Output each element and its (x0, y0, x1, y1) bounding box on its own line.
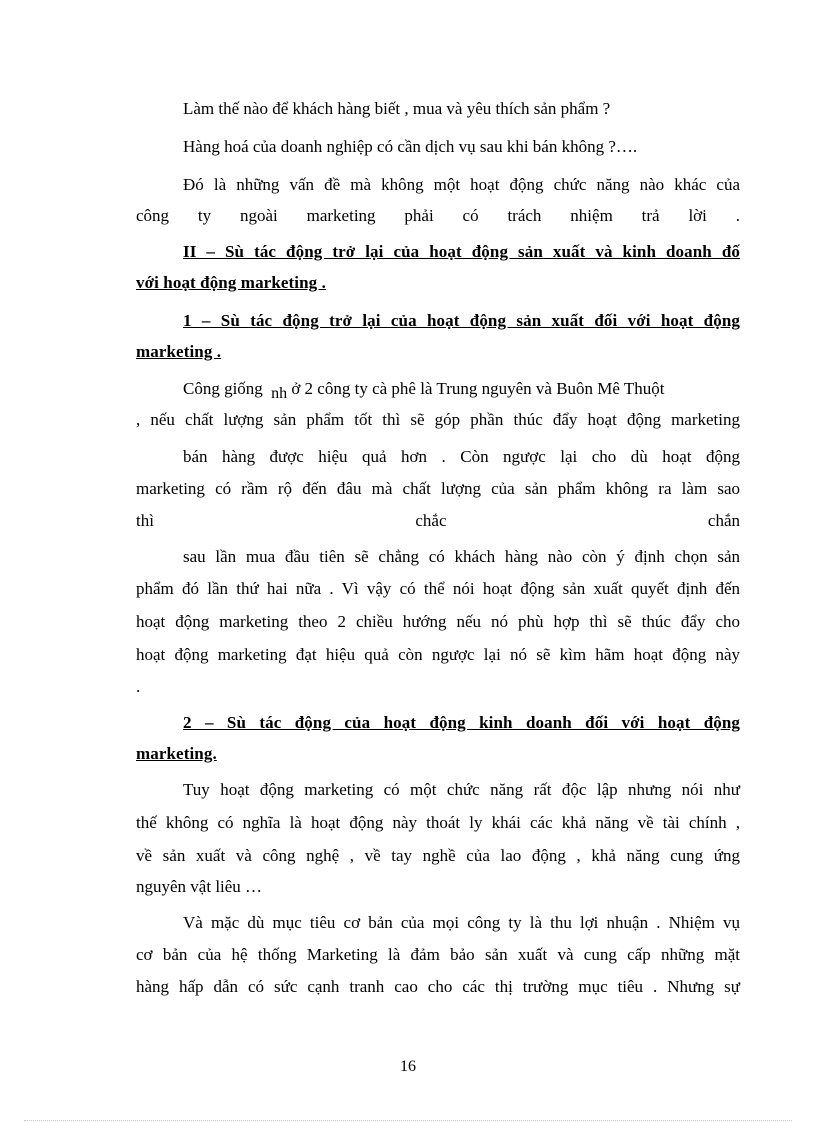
subsection-heading: 2 – Sù tác động của hoạt động kinh doanh đối với hoạt động (183, 713, 740, 732)
paragraph-line: thế không có nghĩa là hoạt động này thoát ly khái các khả năng về tài chính , (136, 813, 740, 832)
paragraph-line: Hàng hoá của doanh nghiệp có cần dịch vụ sau khi bán không ?…. (183, 137, 638, 156)
paragraph-line: bán hàng được hiệu quả hơn . Còn ngược lại cho dù hoạt động (183, 447, 740, 466)
text-run-subscript: nh (271, 385, 288, 402)
paragraph-line: hoạt động marketing đạt hiệu quả còn ngược lại nó sẽ kìm hãm hoạt động này (136, 645, 740, 664)
paragraph-line: công ty ngoài marketing phải có trách nhiệm trả lời . (136, 206, 740, 225)
section-heading: với hoạt động marketing . (136, 273, 326, 292)
text-run: thì (136, 511, 154, 530)
text-run: Công giống (183, 379, 263, 398)
section-heading: II – Sù tác động trở lại của hoạt động sản xuất và kinh doanh đố (183, 242, 740, 261)
paragraph-line: Tuy hoạt động marketing có một chức năng rất độc lập nhưng nói như (183, 780, 740, 799)
paragraph-line: Đó là những vấn đề mà không một hoạt động chức năng nào khác của (183, 175, 740, 194)
paragraph-line: . (136, 677, 141, 696)
paragraph-line: Làm thế nào để khách hàng biết , mua và yêu thích sản phẩm ? (183, 99, 611, 118)
paragraph-line: marketing có rầm rộ đến đâu mà chất lượng của sản phẩm không ra làm sao (136, 479, 740, 498)
text-run: chắc (415, 511, 447, 530)
subsection-heading: marketing. (136, 744, 217, 763)
paragraph-line: hoạt động marketing theo 2 chiều hướng nếu nó phù hợp thì sẽ thúc đẩy cho (136, 612, 740, 631)
paragraph-line: hàng hấp dẫn có sức cạnh tranh cao cho các thị trường mục tiêu . Nhưng sự (136, 977, 740, 996)
paragraph-line: , nếu chất lượng sản phẩm tốt thì sẽ góp phần thúc đẩy hoạt động marketing (136, 410, 740, 429)
paragraph-line: cơ bản của hệ thống Marketing là đảm bảo sản xuất và cung cấp những mặt (136, 945, 740, 964)
paragraph-line: nguyên vật liêu … (136, 877, 263, 896)
paragraph-line: phẩm đó lần thứ hai nữa . Vì vậy có thể nói hoạt động sản xuất quyết định đến (136, 579, 740, 598)
subsection-heading: marketing . (136, 342, 222, 361)
paragraph-line: Và mặc dù mục tiêu cơ bản của mọi công ty là thu lợi nhuận . Nhiệm vụ (183, 913, 740, 932)
text-run: ở 2 công ty cà phê là Trung nguyên và Buôn Mê Thuột (291, 379, 665, 398)
paragraph-line (136, 510, 740, 532)
paragraph-line: sau lần mua đầu tiên sẽ chẳng có khách hàng nào còn ý định chọn sản (183, 547, 740, 566)
page-number: 16 (400, 1058, 416, 1075)
text-run: chắn (707, 511, 740, 530)
paragraph-line: về sản xuất và công nghệ , về tay nghề của lao động , khả năng cung ứng (136, 846, 740, 865)
paragraph-line (183, 378, 740, 401)
page-bottom-border (24, 1120, 792, 1121)
subsection-heading: 1 – Sù tác động trở lại của hoạt động sản xuất đối với hoạt động (183, 311, 740, 330)
